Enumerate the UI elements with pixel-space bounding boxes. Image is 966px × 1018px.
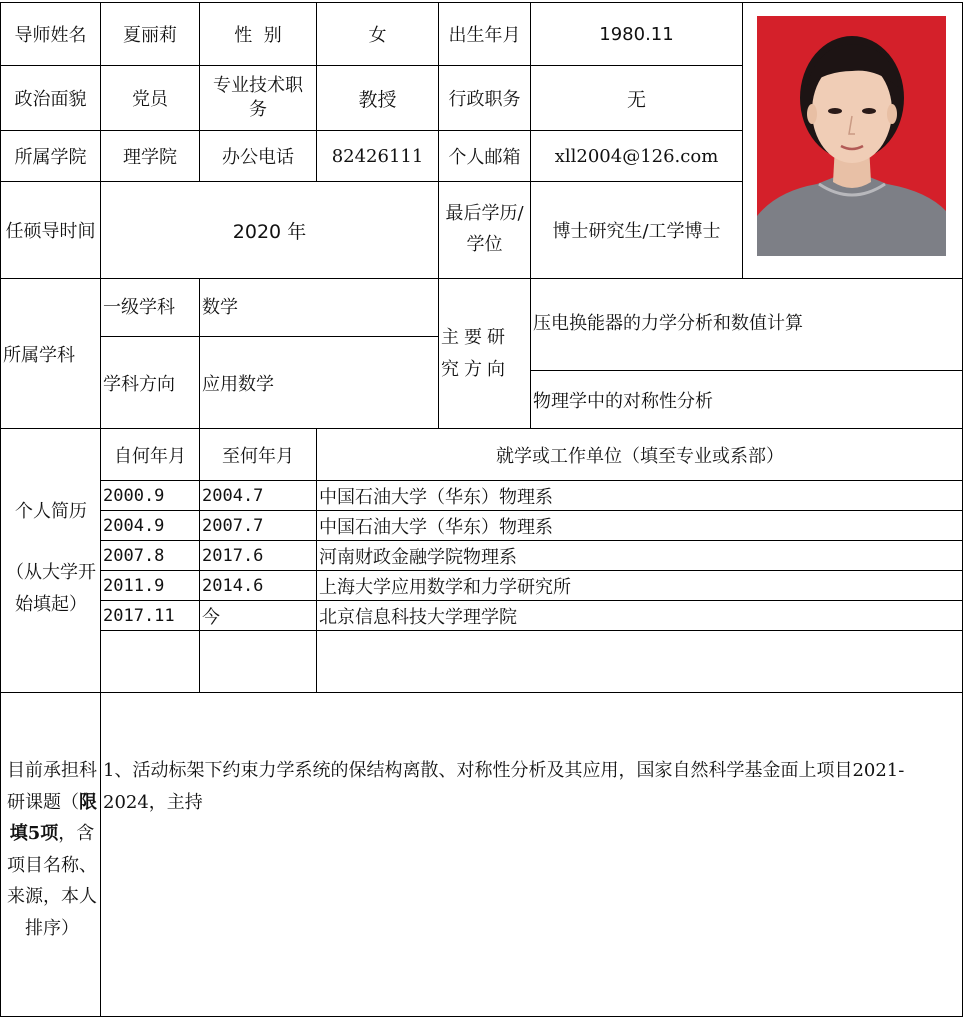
mentor-time-value — [100, 181, 438, 278]
research-item-1-text: 压电换能器的力学分析和数值计算 — [533, 313, 803, 334]
email-label-text: 个人邮箱 — [448, 147, 521, 168]
resume-col-unit — [316, 428, 963, 480]
discipline-label-text: 所属学科 — [3, 344, 75, 366]
resume-col-unit-text: 就学或工作单位（填至专业或系部） — [496, 445, 784, 467]
phone-value — [316, 130, 438, 181]
direction-label — [100, 336, 199, 428]
resume-row-3-unit — [316, 540, 963, 570]
title-value — [316, 65, 438, 130]
resume-row-5-from-text: 2017.11 — [103, 605, 175, 626]
gender-label-text: 性 别 — [234, 25, 282, 46]
resume-row-2-from — [100, 510, 199, 540]
degree-value — [530, 181, 742, 278]
politics-value-text: 党员 — [132, 89, 168, 110]
admin-value-text: 无 — [626, 88, 646, 111]
resume-row-4-from-text: 2011.9 — [103, 575, 165, 596]
projects-label-part-a: 目前承担科研课题（ — [7, 760, 97, 813]
email-value-text: xll2004@126.com — [554, 145, 719, 167]
admin-label-text: 行政职务 — [448, 89, 521, 110]
gender-value — [316, 2, 438, 65]
college-value-text: 理学院 — [123, 147, 177, 168]
politics-label-text: 政治面貌 — [14, 89, 87, 110]
research-item-2 — [530, 370, 963, 428]
phone-label-text: 办公电话 — [222, 147, 294, 168]
birth-label-text: 出生年月 — [448, 25, 521, 46]
resume-col-from — [100, 428, 199, 480]
resume-row-4-unit-text: 上海大学应用数学和力学研究所 — [319, 576, 571, 598]
projects-label-bold: 限填5项 — [9, 791, 97, 844]
resume-row-1-unit — [316, 480, 963, 510]
research-label — [438, 278, 530, 428]
title-label — [199, 65, 316, 130]
resume-row-1-from-text: 2000.9 — [103, 485, 165, 506]
level1-label — [100, 278, 199, 336]
resume-col-to — [199, 428, 316, 480]
title-label-text: 专业技术职务 — [213, 74, 303, 120]
resume-row-3-to — [199, 540, 316, 570]
resume-label-line2: （从大学开始填起） — [6, 562, 96, 615]
resume-row-1-to — [199, 480, 316, 510]
resume-row-1-unit-text: 中国石油大学（华东）物理系 — [319, 486, 553, 508]
level1-label-text: 一级学科 — [103, 297, 175, 318]
discipline-label — [0, 278, 100, 428]
resume-row-3-from-text: 2007.8 — [103, 545, 165, 566]
gender-label — [199, 2, 316, 65]
resume-row-2-unit — [316, 510, 963, 540]
person-silhouette-icon — [757, 16, 946, 256]
birth-value-text: 1980.11 — [599, 23, 674, 45]
portrait-photo — [757, 16, 946, 256]
mentor-time-label — [0, 181, 100, 278]
resume-row-4-to-text: 2014.6 — [202, 575, 264, 596]
level1-value — [199, 278, 438, 336]
projects-content — [100, 692, 963, 1017]
projects-label-text — [3, 755, 101, 944]
college-value — [100, 130, 199, 181]
name-value-text: 夏丽莉 — [123, 25, 177, 46]
email-value — [530, 130, 742, 181]
direction-value-text: 应用数学 — [202, 373, 274, 395]
resume-row-5-from — [100, 600, 199, 630]
resume-row-3-unit-text: 河南财政金融学院物理系 — [319, 546, 517, 568]
resume-row-3-from — [100, 540, 199, 570]
politics-label — [0, 65, 100, 130]
phone-value-text: 82426111 — [331, 145, 424, 167]
email-label — [438, 130, 530, 181]
name-value — [100, 2, 199, 65]
resume-row-4-to — [199, 570, 316, 600]
resume-row-5-to — [199, 600, 316, 630]
resume-label — [0, 428, 100, 692]
degree-label — [438, 181, 530, 278]
resume-row-empty-unit — [316, 630, 963, 692]
birth-label — [438, 2, 530, 65]
resume-row-5-unit-text: 北京信息科技大学理学院 — [319, 606, 517, 628]
level1-value-text: 数学 — [202, 297, 238, 318]
resume-row-3-to-text: 2017.6 — [202, 545, 264, 566]
admin-value — [530, 65, 742, 130]
degree-label-text: 最后学历/学位 — [445, 203, 524, 255]
resume-row-1-from — [100, 480, 199, 510]
college-label — [0, 130, 100, 181]
research-label-text: 主要研究方向 — [441, 327, 510, 380]
birth-value — [530, 2, 742, 65]
admin-label — [438, 65, 530, 130]
title-value-text: 教授 — [358, 88, 397, 111]
name-label-text: 导师姓名 — [14, 25, 87, 46]
name-label — [0, 2, 100, 65]
resume-row-1-to-text: 2004.7 — [202, 485, 264, 506]
direction-value — [199, 336, 438, 428]
research-item-1 — [530, 278, 963, 370]
resume-row-2-to-text: 2007.7 — [202, 515, 264, 536]
mentor-time-value-text: 2020 年 — [232, 220, 307, 243]
college-label-text: 所属学院 — [14, 147, 87, 168]
direction-label-text: 学科方向 — [103, 373, 175, 395]
projects-label — [0, 692, 100, 1017]
resume-row-2-unit-text: 中国石油大学（华东）物理系 — [319, 516, 553, 538]
research-item-2-text: 物理学中的对称性分析 — [533, 390, 713, 412]
resume-col-to-text: 至何年月 — [222, 445, 294, 467]
resume-row-empty-to — [199, 630, 316, 692]
resume-col-from-text: 自何年月 — [114, 445, 186, 467]
gender-value-text: 女 — [368, 25, 387, 46]
projects-label-part-b: ，含项目名称、来源，本人排序） — [7, 823, 97, 939]
resume-row-4-unit — [316, 570, 963, 600]
resume-row-2-to — [199, 510, 316, 540]
resume-row-5-unit — [316, 600, 963, 630]
resume-row-2-from-text: 2004.9 — [103, 515, 165, 536]
mentor-time-label-text: 任硕导时间 — [5, 221, 96, 242]
resume-row-empty-from — [100, 630, 199, 692]
resume-label-line1: 个人简历 — [15, 501, 87, 522]
politics-value — [100, 65, 199, 130]
degree-value-text: 博士研究生/工学博士 — [552, 221, 721, 242]
phone-label — [199, 130, 316, 181]
projects-content-text: 1、活动标架下约束力学系统的保结构离散、对称性分析及其应用，国家自然科学基金面上项目2021-2024，主持 — [103, 760, 905, 813]
resume-row-5-to-text: 今 — [202, 606, 220, 628]
resume-row-4-from — [100, 570, 199, 600]
